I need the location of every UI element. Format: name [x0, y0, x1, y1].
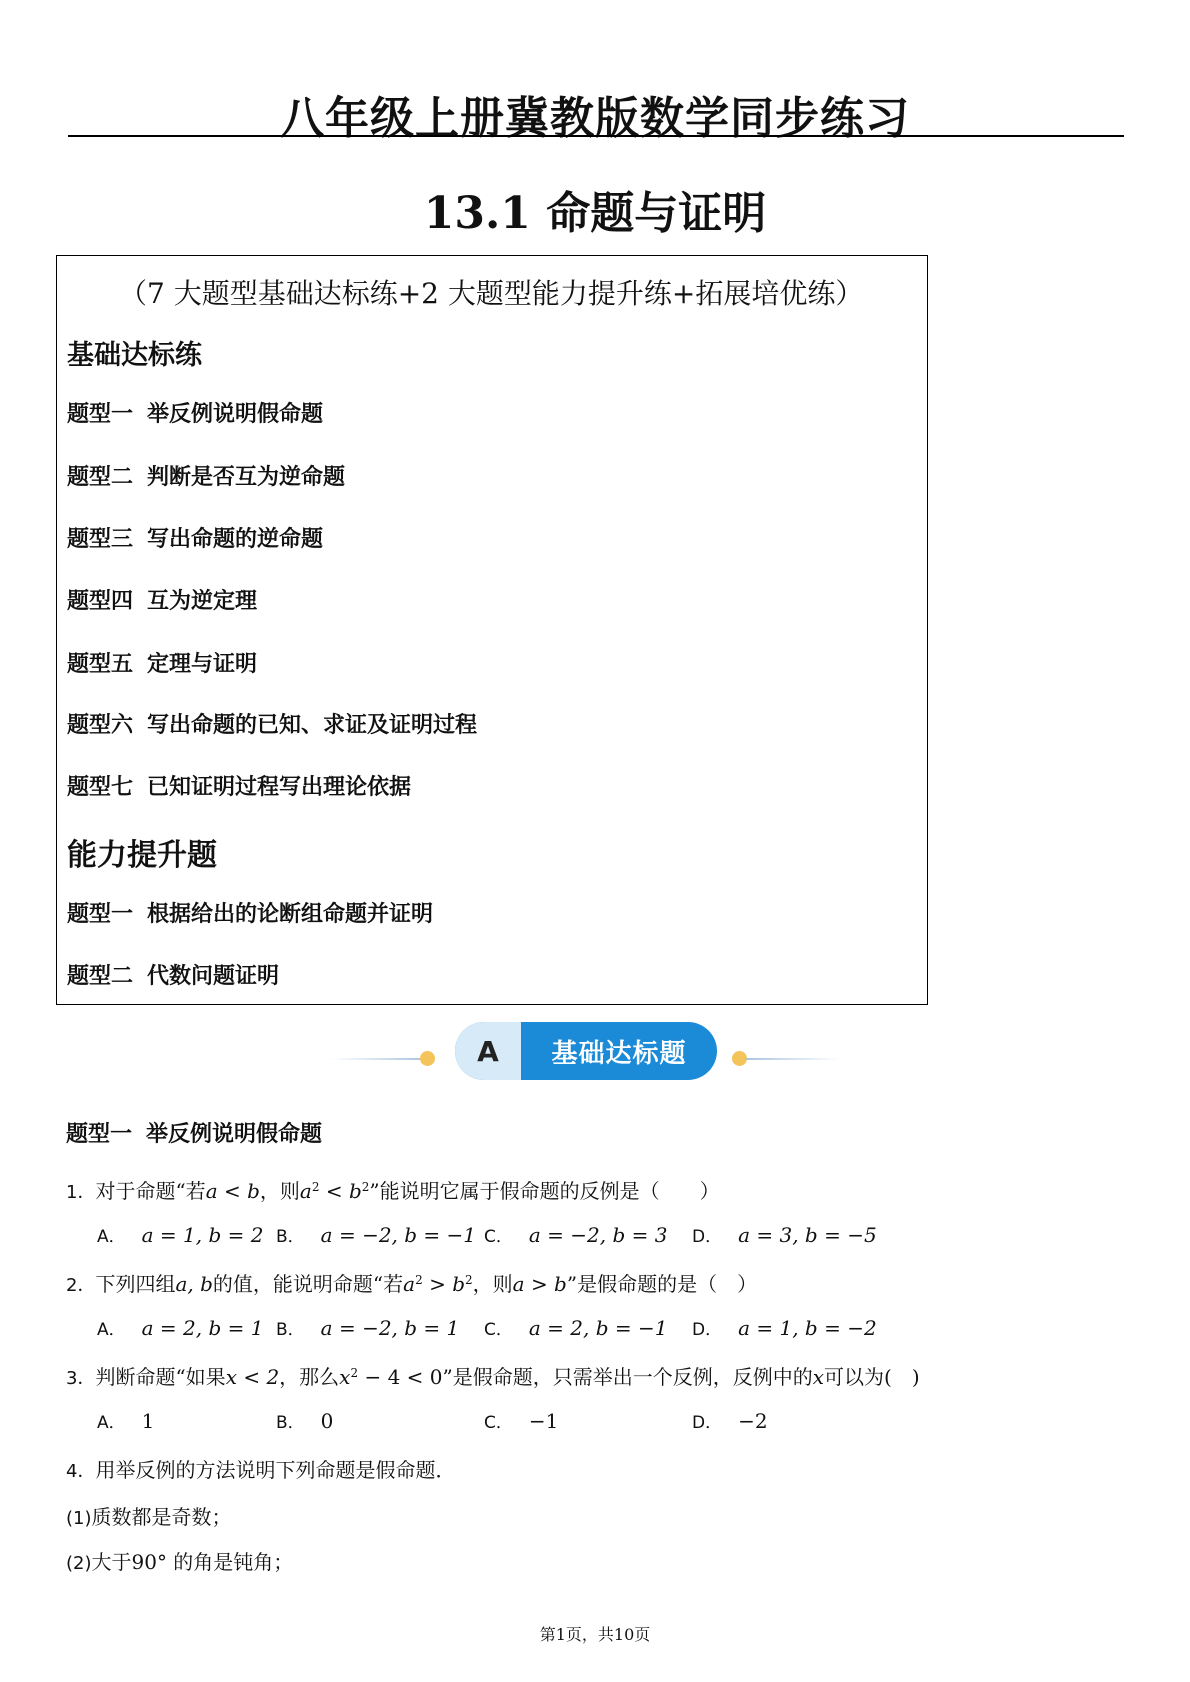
option-letter: B．	[276, 1227, 305, 1247]
contents-intro: （7 大题型基础达标练+2 大题型能力提升练+拓展培优练）	[119, 277, 864, 310]
option-d	[692, 1222, 877, 1247]
math-expression: − 4 < 0	[358, 1365, 443, 1389]
toc-item	[67, 584, 257, 615]
option-text: a = −2, b = 1	[320, 1316, 460, 1340]
option-letter: B．	[276, 1413, 305, 1433]
banner-pill	[455, 1022, 717, 1080]
option-c	[484, 1315, 667, 1340]
option-a	[97, 1222, 263, 1247]
math-expression: <	[319, 1179, 349, 1203]
toc-item-tag: 题型二	[67, 465, 134, 490]
question-3	[66, 1361, 920, 1390]
option-text: a = 1, b = −2	[738, 1316, 877, 1340]
toc-item-text: 写出命题的逆命题	[147, 527, 324, 552]
toc-item	[67, 708, 477, 739]
sub-question-label: (1)	[66, 1508, 92, 1529]
math-expression: a	[299, 1179, 312, 1203]
question-text: ，则	[472, 1272, 513, 1296]
question-text: 下列四组	[95, 1272, 176, 1296]
option-a	[97, 1315, 263, 1340]
option-text: a = 2, b = −1	[528, 1316, 668, 1340]
option-d	[692, 1408, 768, 1433]
question-number: 4．	[66, 1461, 96, 1482]
toc-item-tag: 题型四	[67, 589, 134, 614]
option-letter: B．	[276, 1320, 305, 1340]
page-number: 第1页，共10页	[539, 1625, 651, 1644]
exponent: 2	[361, 1180, 370, 1194]
toc-item-tag: 题型一	[67, 402, 134, 427]
toc-item-tag: 题型二	[67, 964, 134, 989]
advanced-practice-heading: 能力提升题	[67, 838, 217, 873]
banner-label: 基础达标题	[551, 1038, 687, 1069]
math-expression: a, b	[175, 1272, 213, 1296]
question-text: 用举反例的方法说明下列命题是假命题．	[95, 1458, 456, 1482]
math-expression: a > b	[512, 1272, 567, 1296]
sub-question-2	[66, 1546, 293, 1575]
question-text: 可以为( )	[824, 1365, 920, 1389]
question-text: ”能说明它属于假命题的反例是（ ）	[369, 1179, 720, 1203]
lesson-title: 13.1 命题与证明	[423, 188, 767, 239]
banner-dot-left	[420, 1051, 435, 1066]
question-text: 判断命题“如果	[95, 1365, 226, 1389]
section-banner	[320, 1022, 840, 1086]
option-b	[276, 1222, 476, 1247]
option-letter: A．	[97, 1320, 126, 1340]
option-text: a = 1, b = 2	[141, 1223, 264, 1247]
toc-item-text: 根据给出的论断组命题并证明	[147, 902, 434, 927]
banner-line-left	[330, 1058, 425, 1060]
toc-item	[67, 959, 279, 990]
toc-item	[67, 522, 323, 553]
toc-item-tag: 题型六	[67, 713, 134, 738]
option-letter: C．	[484, 1320, 513, 1340]
question-text: 的值，能说明命题“若	[212, 1272, 404, 1296]
math-expression: x < 2	[225, 1365, 280, 1389]
toc-item-text: 互为逆定理	[147, 589, 258, 614]
toc-item	[67, 770, 411, 801]
toc-item-text: 已知证明过程写出理论依据	[147, 775, 412, 800]
option-letter: D．	[692, 1413, 723, 1433]
toc-item-tag: 题型五	[67, 652, 134, 677]
question-text: 对于命题“若	[95, 1179, 206, 1203]
toc-item-tag: 题型七	[67, 775, 134, 800]
sub-question-1	[66, 1501, 232, 1530]
contents-box	[56, 255, 928, 1005]
option-text: 0	[320, 1409, 334, 1433]
section-heading	[66, 1117, 322, 1148]
section-title: 举反例说明假命题	[146, 1122, 323, 1147]
option-a	[97, 1408, 154, 1433]
title-underline	[68, 135, 1124, 137]
question-text: ，则	[259, 1179, 300, 1203]
option-text: a = −2, b = 3	[528, 1223, 668, 1247]
math-expression: b	[348, 1179, 362, 1203]
option-c	[484, 1222, 667, 1247]
toc-item-text: 代数问题证明	[147, 964, 280, 989]
option-text: a = −2, b = −1	[320, 1223, 477, 1247]
option-d	[692, 1315, 877, 1340]
toc-item-tag: 题型三	[67, 527, 134, 552]
option-text: a = 3, b = −5	[738, 1223, 877, 1247]
document-title: 八年级上册冀教版数学同步练习	[280, 93, 910, 144]
sub-question-text: 质数都是奇数；	[91, 1505, 232, 1529]
option-text: a = 2, b = 1	[141, 1316, 264, 1340]
sub-question-text: 大于90° 的角是钝角；	[91, 1550, 294, 1574]
math-expression: b	[452, 1272, 466, 1296]
option-b	[276, 1408, 333, 1433]
exponent: 2	[350, 1366, 359, 1380]
section-tag: 题型一	[66, 1122, 133, 1147]
toc-item	[67, 897, 433, 928]
question-2	[66, 1268, 757, 1297]
exponent: 2	[465, 1273, 473, 1287]
math-expression: x	[339, 1365, 351, 1389]
toc-item-text: 举反例说明假命题	[147, 402, 324, 427]
toc-item-text: 定理与证明	[147, 652, 258, 677]
option-letter: D．	[692, 1227, 723, 1247]
math-expression: >	[422, 1272, 453, 1296]
basic-practice-heading: 基础达标练	[67, 340, 202, 371]
toc-item	[67, 647, 257, 678]
option-letter: C．	[484, 1227, 513, 1247]
question-text: ”是假命题，只需举出一个反例，反例中的	[442, 1365, 813, 1389]
sub-question-label: (2)	[66, 1553, 92, 1574]
exponent: 2	[311, 1180, 320, 1194]
question-number: 1．	[66, 1182, 96, 1203]
option-c	[484, 1408, 558, 1433]
option-text: −2	[738, 1409, 768, 1433]
exponent: 2	[415, 1273, 423, 1287]
option-letter: A．	[97, 1413, 126, 1433]
option-letter: A．	[97, 1227, 126, 1247]
toc-item	[67, 460, 345, 491]
math-expression: a	[403, 1272, 416, 1296]
option-text: −1	[528, 1409, 559, 1433]
toc-item-text: 写出命题的已知、求证及证明过程	[147, 713, 478, 738]
question-text: ”是假命题的是（ ）	[566, 1272, 758, 1296]
option-letter: C．	[484, 1413, 513, 1433]
option-b	[276, 1315, 459, 1340]
question-4	[66, 1454, 455, 1483]
math-expression: x	[812, 1365, 825, 1389]
question-number: 3．	[66, 1368, 96, 1389]
option-letter: D．	[692, 1320, 723, 1340]
banner-letter: A	[455, 1022, 521, 1080]
toc-item-tag: 题型一	[67, 902, 134, 927]
toc-item	[67, 397, 323, 428]
math-expression: a < b	[205, 1179, 260, 1203]
question-1	[66, 1175, 720, 1204]
banner-line-right	[745, 1058, 840, 1060]
question-text: ，那么	[279, 1365, 340, 1389]
option-text: 1	[141, 1409, 155, 1433]
toc-item-text: 判断是否互为逆命题	[147, 465, 346, 490]
question-number: 2．	[66, 1275, 96, 1296]
